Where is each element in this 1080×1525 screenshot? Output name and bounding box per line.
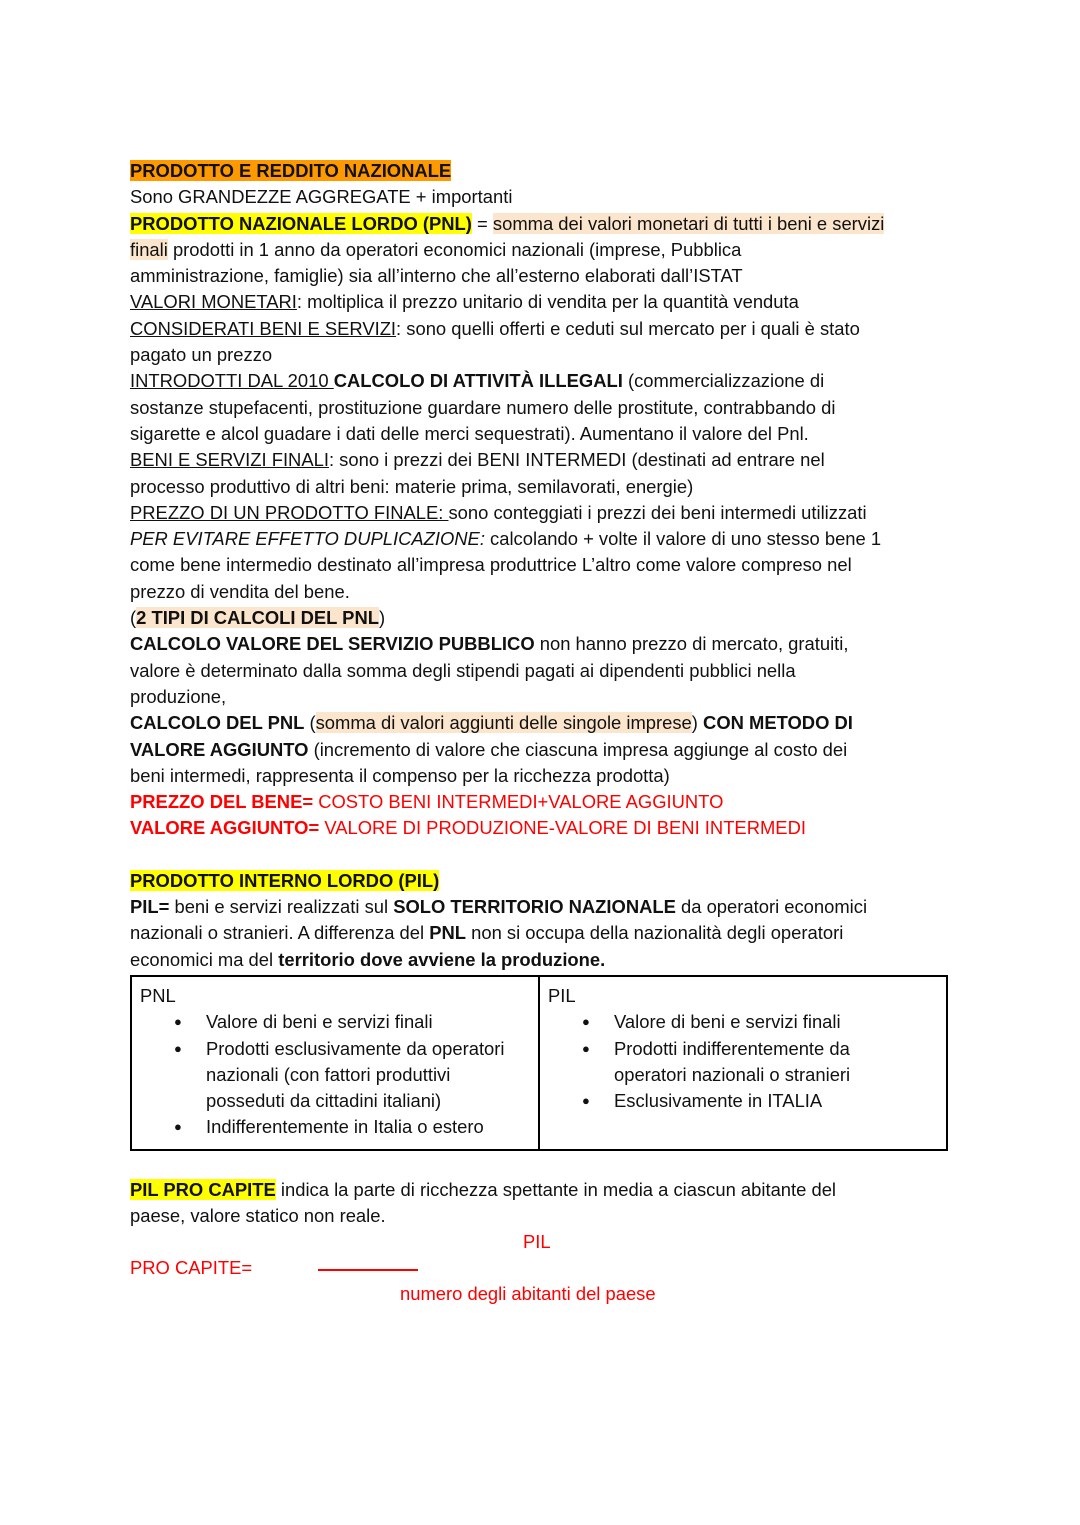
formula-valore-aggiunto-term: VALORE AGGIUNTO= [130,817,320,839]
formula-prezzo-bene-term: PREZZO DEL BENE= [130,791,314,813]
formula-valore-aggiunto [130,815,950,841]
beni-finali-text: : sono i prezzi dei BENI INTERMEDI (destinati ad entrare nel [328,449,825,471]
list-item [206,1036,530,1115]
pil-def-line-3 [130,947,950,973]
pil-title: PRODOTTO INTERNO LORDO (PIL) [130,869,440,891]
beni-finali-line-2: processo produttivo di altri beni: materie prima, semilavorati, energie) [130,475,694,497]
introdotti-line-2: sostanze stupefacenti, prostituzione guardare numero delle prostitute, contrabbando di [130,396,836,418]
list-item-text: posseduti da cittadini italiani) [206,1090,442,1112]
valori-monetari-line [130,289,950,315]
valori-monetari-term: VALORI MONETARI [130,291,297,313]
formula-prezzo-bene-text: COSTO BENI INTERMEDI+VALORE AGGIUNTO [313,791,724,813]
servizio-pubblico-line-2: valore è determinato dalla somma degli stipendi pagati ai dipendenti pubblici nella [130,659,796,681]
page-title [130,158,950,184]
pnl-definition-line-1 [130,211,950,237]
valore-aggiunto-term: VALORE AGGIUNTO [130,738,309,760]
pro-capite-formula [130,1229,950,1309]
pnl-highlight: somma dei valori monetari di tutti i beni e servizi [492,212,885,234]
pil-term: PIL= [130,896,170,918]
list-item: ● Valore di beni e servizi finali [206,1009,530,1035]
pro-capite-text: indica la parte di ricchezza spettante in media a ciascun abitante del [275,1178,837,1200]
introdotti-text: (commercializzazione di [622,370,825,392]
pil-title-line [130,868,950,894]
pil-def-text-3: nazionali o stranieri. A differenza del [130,922,430,944]
prezzo-finale-term: PREZZO DI UN PRODOTTO FINALE: [130,501,449,523]
formula-prezzo-bene [130,789,950,815]
pil-def-text-5: economici ma del [130,948,279,970]
list-item: ● Esclusivamente in ITALIA [614,1088,938,1114]
calcolo-pnl-line-2 [130,737,950,763]
pil-def-text-4: non si occupa della nazionalità degli operatori [466,922,844,944]
beni-finali-line-1 [130,447,950,473]
evitare-line-1 [130,526,950,552]
table-row [131,976,947,1150]
formula-numerator: PIL [523,1231,551,1253]
fraction-bar [318,1269,418,1271]
attivita-illegali: CALCOLO DI ATTIVITÀ ILLEGALI [333,370,623,392]
intro-line: Sono GRANDEZZE AGGREGATE + importanti [130,186,513,208]
document-page [130,158,950,1309]
metodo-term: CON METODO DI [697,712,853,734]
pil-cell [539,976,947,1150]
calcolo-pnl-text: (incremento di valore che ciascuna impresa aggiunge al costo dei [308,738,848,760]
calcolo-pnl-open: ( [304,712,316,734]
pro-capite-line-1 [130,1177,950,1203]
tipi-open: ( [130,607,137,629]
formula-denominator: numero degli abitanti del paese [400,1283,656,1305]
pil-def-line-2 [130,920,950,946]
pnl-column-header: PNL [140,984,176,1006]
pil-def-text-1: beni e servizi realizzati sul [169,896,394,918]
list-item-text: operatori nazionali o stranieri [614,1063,851,1085]
evitare-text: calcolando + volte il valore di uno stesso bene 1 [484,528,882,550]
considerati-line-1 [130,316,950,342]
pro-capite-term: PIL PRO CAPITE [130,1178,276,1200]
servizio-pubblico-text: non hanno prezzo di mercato, gratuiti, [534,633,849,655]
pro-capite-line-2: paese, valore statico non reale. [130,1204,386,1226]
calcolo-pnl-highlight: somma di valori aggiunti delle singole imprese [315,712,692,734]
title-text: PRODOTTO E REDDITO NAZIONALE [130,160,452,181]
evitare-line-3: prezzo di vendita del bene. [130,580,350,602]
formula-valore-aggiunto-text: VALORE DI PRODUZIONE-VALORE DI BENI INTERMEDI [319,817,806,839]
calcolo-pnl-term: CALCOLO DEL PNL [130,712,305,734]
valori-monetari-text: : moltiplica il prezzo unitario di vendita per la quantità venduta [296,291,799,313]
pil-def-text-2: da operatori economici [675,896,868,918]
servizio-pubblico-line-1 [130,631,950,657]
considerati-term: CONSIDERATI BENI E SERVIZI [130,317,397,339]
list-item-text: Prodotti indifferentemente da [614,1037,850,1059]
list-item: ● Indifferentemente in Italia o estero [206,1114,530,1140]
considerati-text: : sono quelli offerti e ceduti sul mercato per i quali è stato [396,317,860,339]
servizio-pubblico-line-3: produzione, [130,685,227,707]
introdotti-line-3: sigarette e alcol guadare i dati delle merci sequestrati). Aumentano il valore del Pnl. [130,422,809,444]
pnl-ref: PNL [429,922,467,944]
spacer [130,842,950,868]
list-item-text: Prodotti esclusivamente da operatori [206,1037,505,1059]
pnl-list [140,1009,530,1140]
tipi-calcoli-line [130,605,950,631]
territorio-produzione: territorio dove avviene la produzione. [278,948,606,970]
list-item: ● Valore di beni e servizi finali [614,1009,938,1035]
pil-list [548,1009,938,1114]
tipi-close: ) [378,607,386,629]
servizio-pubblico-term: CALCOLO VALORE DEL SERVIZIO PUBBLICO [130,633,535,655]
pil-column-header: PIL [548,984,576,1006]
pnl-definition-line-3: amministrazione, famiglie) sia all’interno che all’esterno elaborati dall’ISTAT [130,265,743,287]
formula-lhs: PRO CAPITE= [130,1257,253,1279]
calcolo-pnl-line-3: beni intermedi, rappresenta il compenso per la ricchezza prodotta) [130,764,670,786]
solo-territorio: SOLO TERRITORIO NAZIONALE [393,896,676,918]
evitare-line-2: come bene intermedio destinato all’impresa produttrice L’altro come valore compreso nel [130,554,852,576]
calcolo-pnl-line-1 [130,710,950,736]
introdotti-line-1 [130,368,950,394]
tipi-calcoli-highlight: 2 TIPI DI CALCOLI DEL PNL [136,607,379,629]
list-item [614,1036,938,1089]
beni-finali-term: BENI E SERVIZI FINALI [130,449,329,471]
spacer [130,1151,950,1177]
pnl-def-text: prodotti in 1 anno da operatori economici nazionali (imprese, Pubblica [167,238,742,260]
prezzo-finale-line [130,500,950,526]
considerati-line-2: pagato un prezzo [130,344,273,366]
pil-def-line-1 [130,894,950,920]
comparison-table [130,975,948,1151]
list-item-text: nazionali (con fattori produttivi [206,1063,451,1085]
calcolo-pnl-close: ) [691,712,698,734]
prezzo-finale-text: sono conteggiati i prezzi dei beni intermedi utilizzati [448,501,867,523]
pnl-equals: = [471,212,493,234]
introdotti-term: INTRODOTTI DAL 2010 [130,370,334,392]
evitare-term: PER EVITARE EFFETTO DUPLICAZIONE: [130,528,485,550]
pnl-cell [131,976,539,1150]
pnl-definition-line-2 [130,237,950,263]
pnl-term: PRODOTTO NAZIONALE LORDO (PNL) [130,212,472,234]
pnl-highlight-2: finali [130,238,168,260]
